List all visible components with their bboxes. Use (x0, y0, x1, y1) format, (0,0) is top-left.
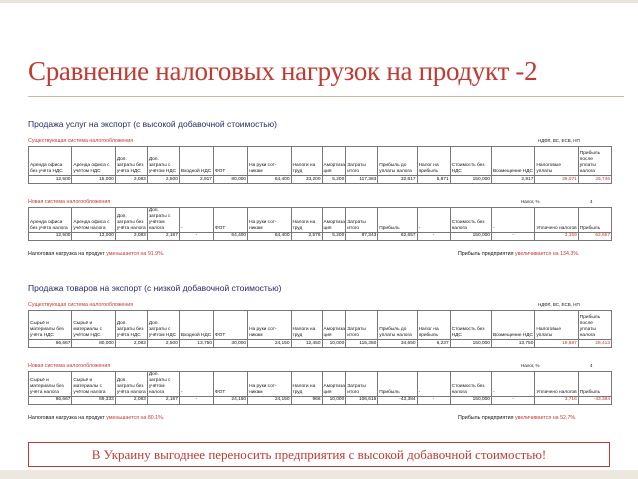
table-header-cell: ФОТ (213, 208, 247, 233)
table-value-cell: 2,083 (115, 176, 147, 184)
table-header-cell: На руки сот-никам (248, 147, 291, 176)
table-value-cell: 32,617 (378, 176, 417, 184)
table-value-cell: 80,000 (213, 176, 247, 184)
table-header-cell: Затраты итого (346, 147, 378, 176)
table-header-cell: - (491, 208, 534, 233)
table-value-cell: -43,384 (578, 396, 611, 404)
section1-new-label: Новая система налогообложения (28, 199, 111, 205)
table-header-cell: Доп. затраты с учётом налога (147, 208, 179, 233)
table-header-cell: Доп. затраты с учётом налога (147, 372, 179, 397)
table-header-cell: Амортиза ция (322, 311, 346, 340)
table-value-cell: 2,576 (291, 232, 322, 240)
table-value-cell: 12,500 (29, 176, 72, 184)
table-value-cell: 5,200 (322, 176, 346, 184)
table-value-cell: 28,413 (578, 340, 611, 348)
table-value-cell: 30,000 (213, 340, 247, 348)
table-header-cell: Стоимость без НДС (450, 147, 491, 176)
table-header-cell: Доп. затраты с учётом НДС (147, 147, 179, 176)
top-stripe (0, 0, 638, 3)
table-header-cell: - (179, 208, 213, 233)
section1-note-left: Налоговая нагрузка на продукт уменьшается на 91.9%. (28, 251, 165, 257)
table-value-cell: 2,083 (115, 340, 147, 348)
conclusion-banner: В Украину выгоднее переносить предприятия с высокой добавочной стоимостью! (28, 442, 610, 467)
section2-existing-label: Существующая система налогообложения (28, 302, 134, 308)
table-value-cell: 18,687 (535, 340, 578, 348)
table-value-cell: 64,400 (248, 232, 291, 240)
table-header-cell: На руки сот-никам (248, 311, 291, 340)
table-header-cell: Налоговые уплаты (535, 147, 578, 176)
table-value-cell: 80,000 (72, 340, 115, 348)
table-header-cell: На руки сот-никам (248, 372, 291, 397)
table-header-cell: Налоговые уплаты (535, 311, 578, 340)
table-value-cell: 2,167 (147, 396, 179, 404)
table-value-cell: 12,450 (291, 340, 322, 348)
section2-new-tag-rate: Налог, % (521, 363, 540, 368)
table-value-cell: - (179, 232, 213, 240)
table-header-cell: Доп. затраты с учётом НДС (147, 311, 179, 340)
table-value-cell: - (491, 396, 534, 404)
section2-note-right: Прибыль предприятия увеличивается на 52.7%. (458, 415, 577, 421)
table-header-cell: Входной НДС (179, 311, 213, 340)
table-header-cell: Сырьё и материалы с учётом НДС (72, 311, 115, 340)
table-value-cell: 2,500 (147, 176, 179, 184)
table-value-cell: 62,657 (578, 232, 611, 240)
table-value-cell: 39,071 (535, 176, 578, 184)
table-value-cell: 24,150 (213, 396, 247, 404)
table-value-cell: 24,150 (248, 340, 291, 348)
table-value-cell: 87,343 (346, 232, 378, 240)
table-value-cell: 5,871 (417, 176, 450, 184)
table-header-cell: Затраты итого (346, 311, 378, 340)
table-header-cell: Возмещение НДС (491, 147, 534, 176)
table-value-cell: 3,159 (535, 232, 578, 240)
table-header-cell: Налоги на труд (291, 147, 322, 176)
table-header-cell: Стоимость без налога (450, 372, 491, 397)
table-header-cell: Доп. затраты без учёта НДС (115, 311, 147, 340)
table-header-cell: ФОТ (213, 147, 247, 176)
table-value-cell: 33,200 (291, 176, 322, 184)
table-header-cell: Налог на прибыль (417, 147, 450, 176)
section2-existing-tag: НДФЛ, ВС, ЕСВ, НП (538, 302, 580, 307)
table-header-cell: Затраты итого (346, 372, 378, 397)
table-header-cell: Амортиза ция (322, 372, 346, 397)
table-value-cell: 150,000 (450, 396, 491, 404)
table-header-cell: Прибыль (578, 372, 611, 397)
section2-heading: Продажа товаров на экспорт (с низкой добавочной стоимостью) (28, 283, 282, 293)
table-header-cell: Сырьё и материалы без учёта НДС (29, 311, 72, 340)
table-value-cell: 2,917 (491, 176, 534, 184)
table-header-cell: Доп. затраты без учёта налога (115, 372, 147, 397)
table-value-cell: 966 (291, 396, 322, 404)
table-header-cell: Возмещение НДС (491, 311, 534, 340)
section2-note-left: Налоговая нагрузка на продукт уменьшается на 80.1%. (28, 415, 165, 421)
table-header-cell: ФОТ (213, 311, 247, 340)
table-value-cell: 2,500 (147, 340, 179, 348)
table-value-cell: 15,000 (72, 176, 115, 184)
table-value-cell: -43,384 (378, 396, 417, 404)
table-header-cell: Стоимость без НДС (450, 311, 491, 340)
table-value-cell: 64,400 (213, 232, 247, 240)
bottom-band (0, 470, 638, 479)
table-header-cell: Сырьё и материалы без учёта налога (29, 372, 72, 397)
table-value-cell: 12,500 (29, 232, 72, 240)
table-header-cell: Входной НДС (179, 147, 213, 176)
table-value-cell: 2,917 (179, 176, 213, 184)
section1-new-table (28, 207, 612, 241)
table-header-cell: Аренда офиса без учёта НДС (29, 147, 72, 176)
title-divider (28, 96, 624, 97)
table-value-cell: 66,667 (29, 340, 72, 348)
table-value-cell: 62,657 (378, 232, 417, 240)
table-header-cell: Доп. затраты без учёта НДС (115, 147, 147, 176)
table-value-cell: 106,616 (346, 396, 378, 404)
table-header-cell: Прибыль до уплаты налога (378, 147, 417, 176)
table-header-cell: Прибыль (378, 372, 417, 397)
table-value-cell: 13,000 (72, 232, 115, 240)
table-header-cell: Прибыль (578, 208, 611, 233)
table-header-cell: Сырьё и материалы с учётом налога (72, 372, 115, 397)
table-value-cell: 64,400 (248, 176, 291, 184)
table-value-cell: 117,383 (346, 176, 378, 184)
table-header-cell: Прибыль после уплаты налога (578, 311, 611, 340)
table-value-cell: - (417, 396, 450, 404)
table-header-cell: Амортиза ция (322, 208, 346, 233)
table-value-cell: 13,750 (491, 340, 534, 348)
slide-title: Сравнение налоговых нагрузок на продукт -2 (28, 56, 538, 86)
table-header-cell: Аренда офиса с учётом НДС (72, 147, 115, 176)
table-header-cell: Уплачено налогов (535, 372, 578, 397)
table-header-cell: Прибыль после уплаты налога (578, 147, 611, 176)
table-value-cell: 66,667 (29, 396, 72, 404)
section1-note-right: Прибыль предприятия увеличивается на 134.3%. (458, 251, 580, 257)
section2-new-tag-value: 4 (590, 363, 593, 368)
table-value-cell: 2,083 (115, 232, 147, 240)
table-header-cell: ФОТ (213, 372, 247, 397)
table-header-cell: Амортиза ция (322, 147, 346, 176)
section2-new-table (28, 371, 612, 405)
table-header-cell: Стоимость без налога (450, 208, 491, 233)
table-header-cell: Уплачено налогов (535, 208, 578, 233)
table-value-cell: 10,000 (322, 396, 346, 404)
section1-existing-tag: НДФЛ, ВС, ЕСВ, НП (538, 138, 580, 143)
table-header-cell: Прибыль (378, 208, 417, 233)
table-value-cell: 3,716 (535, 396, 578, 404)
table-value-cell: 5,200 (322, 232, 346, 240)
table-value-cell: - (179, 396, 213, 404)
section1-new-tag-value: 4 (590, 199, 593, 204)
table-value-cell: 2,167 (147, 232, 179, 240)
table-header-cell: Прибыль до уплаты налога (378, 311, 417, 340)
table-header-cell: - (417, 372, 450, 397)
section1-heading: Продажа услуг на экспорт (с высокой добавочной стоимостью) (28, 119, 277, 129)
table-header-cell: - (179, 372, 213, 397)
table-header-cell: - (491, 372, 534, 397)
table-value-cell: 150,000 (450, 340, 491, 348)
table-value-cell: 150,000 (450, 232, 491, 240)
section1-existing-label: Существующая система налогообложения (28, 138, 134, 144)
table-header-cell: Налоги на труд (291, 372, 322, 397)
table-value-cell: 115,350 (346, 340, 378, 348)
table-value-cell: 6,237 (417, 340, 450, 348)
table-header-cell: Доп. затраты без учёта налога (115, 208, 147, 233)
table-value-cell: 24,150 (248, 396, 291, 404)
section2-new-label: Новая система налогообложения (28, 363, 111, 369)
table-header-cell: Аренда офиса с учётом налога (72, 208, 115, 233)
table-value-cell: 150,000 (450, 176, 491, 184)
table-value-cell: 13,750 (179, 340, 213, 348)
section1-new-tag-rate: Налог, % (521, 199, 540, 204)
table-header-cell: Налог на прибыль (417, 311, 450, 340)
table-value-cell: 10,000 (322, 340, 346, 348)
table-value-cell: - (491, 232, 534, 240)
table-value-cell: 69,333 (72, 396, 115, 404)
table-header-cell: Налоги на труд (291, 311, 322, 340)
table-header-cell: - (417, 208, 450, 233)
table-value-cell: 2,083 (115, 396, 147, 404)
section2-existing-table (28, 310, 612, 348)
table-header-cell: Аренда офиса без учёта налога (29, 208, 72, 233)
table-value-cell: 26,746 (578, 176, 611, 184)
table-header-cell: Налоги на труд (291, 208, 322, 233)
table-value-cell: 34,650 (378, 340, 417, 348)
table-value-cell: - (417, 232, 450, 240)
section1-existing-table (28, 146, 612, 184)
table-header-cell: На руки сот-никам (248, 208, 291, 233)
table-header-cell: Затраты итого (346, 208, 378, 233)
